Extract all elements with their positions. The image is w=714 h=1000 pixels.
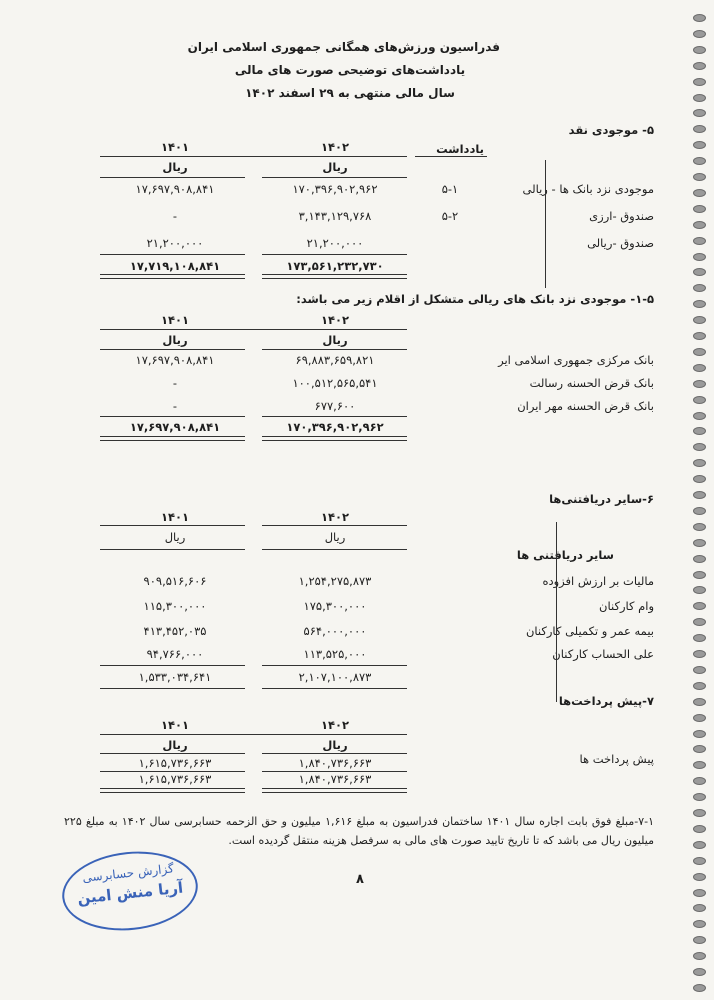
cash-subtotal-rule-prev [100, 254, 245, 255]
binding-ring [693, 189, 706, 197]
binding-ring [693, 300, 706, 308]
binding-ring [693, 745, 706, 753]
cash-row-note: ۵-۱ [441, 182, 459, 196]
prepay-total-double-rule-cur [262, 788, 407, 793]
bank-total-previous: ۱۷,۶۹۷,۹۰۸,۸۴۱ [129, 420, 221, 434]
binding-ring [693, 984, 706, 992]
bank-year-rule [100, 329, 407, 330]
bank-year-current: ۱۴۰۲ [320, 313, 350, 327]
binding-ring [693, 571, 706, 579]
cash-total-previous: ۱۷,۷۱۹,۱۰۸,۸۴۱ [129, 259, 221, 273]
receivables-row-label: علی الحساب کارکنان [552, 647, 654, 661]
binding-ring [693, 920, 706, 928]
binding-ring [693, 141, 706, 149]
receivables-subtotal-rule-cur [262, 665, 407, 666]
cash-year-rule [100, 156, 407, 157]
binding-ring [693, 761, 706, 769]
binding-ring [693, 904, 706, 912]
prepay-total-double-rule-prev [100, 788, 245, 793]
binding-ring [693, 618, 706, 626]
binding-ring [693, 634, 706, 642]
receivables-total-rule-cur [262, 688, 407, 689]
bank-row-label: بانک مرکزی جمهوری اسلامی ایر [498, 353, 654, 367]
binding-ring [693, 889, 706, 897]
note-header-rule [415, 156, 487, 157]
binding-ring [693, 221, 706, 229]
bank-year-previous: ۱۴۰۱ [160, 313, 190, 327]
binding-ring [693, 14, 706, 22]
cash-row-previous: ۱۷,۶۹۷,۹۰۸,۸۴۱ [135, 182, 215, 196]
bank-row-previous: - [172, 376, 178, 390]
cash-row-current: ۱۷۰,۳۹۶,۹۰۲,۹۶۲ [292, 182, 378, 196]
receivables-currency-rule-cur [262, 549, 407, 550]
stamp-line-1: گزارش حسابرسی [81, 861, 175, 885]
binding-ring [693, 253, 706, 261]
bank-subtotal-rule-prev [100, 416, 245, 417]
binding-ring [693, 427, 706, 435]
receivables-year-current: ۱۴۰۲ [320, 510, 350, 524]
cash-row-label: صندوق -ریالی [587, 236, 654, 250]
binding-ring [693, 380, 706, 388]
binding-ring [693, 268, 706, 276]
cash-currency-previous: ریال [162, 160, 188, 174]
prepay-row-previous: ۱,۶۱۵,۷۳۶,۶۶۳ [138, 756, 212, 770]
stamp-line-2: آریا منش امین [76, 878, 184, 908]
scan-vertical-mark [556, 522, 557, 702]
binding-ring [693, 157, 706, 165]
bank-currency-previous: ریال [162, 333, 188, 347]
cash-currency-current: ریال [322, 160, 348, 174]
cash-row-current: ۲۱,۲۰۰,۰۰۰ [306, 236, 364, 250]
binding-ring [693, 459, 706, 467]
binding-ring [693, 173, 706, 181]
binding-ring [693, 809, 706, 817]
prepay-currency-rule-cur [262, 753, 407, 754]
bank-total-double-rule-prev [100, 436, 245, 441]
binding-ring [693, 873, 706, 881]
bank-row-current: ۶۷۷,۶۰۰ [314, 399, 356, 413]
binding-ring [693, 443, 706, 451]
binding-ring [693, 316, 706, 324]
binding-ring [693, 952, 706, 960]
receivables-year-previous: ۱۴۰۱ [160, 510, 190, 524]
prepay-year-previous: ۱۴۰۱ [160, 718, 190, 732]
receivables-total-current: ۲,۱۰۷,۱۰۰,۸۷۳ [298, 670, 372, 684]
report-subtitle: یادداشت‌های توضیحی صورت های مالی [234, 63, 466, 77]
cash-total-current: ۱۷۳,۵۶۱,۲۳۲,۷۳۰ [286, 259, 384, 273]
page-number: ۸ [356, 872, 364, 887]
cash-row-current: ۳,۱۴۳,۱۲۹,۷۶۸ [298, 209, 372, 223]
prepay-total-previous: ۱,۶۱۵,۷۳۶,۶۶۳ [138, 772, 212, 786]
receivables-total-rule-prev [100, 688, 245, 689]
binding-ring [693, 78, 706, 86]
bank-row-label: بانک قرض الحسنه رسالت [529, 376, 654, 390]
binding-ring [693, 555, 706, 563]
note-column-header: یادداشت [436, 142, 484, 156]
org-title: فدراسیون ورزش‌های همگانی جمهوری اسلامی ایران [187, 40, 500, 54]
cash-currency-rule-prev [100, 177, 245, 178]
receivables-currency-current: ریال [324, 530, 346, 544]
receivables-subtotal-rule-prev [100, 665, 245, 666]
prepay-year-current: ۱۴۰۲ [320, 718, 350, 732]
cash-total-double-rule-prev [100, 274, 245, 279]
binding-ring [693, 507, 706, 515]
receivables-currency-previous: ریال [164, 530, 186, 544]
bank-row-current: ۱۰۰,۵۱۲,۵۶۵,۵۴۱ [292, 376, 378, 390]
receivables-row-current: ۱,۲۵۴,۲۷۵,۸۷۳ [298, 574, 372, 588]
binding-ring [693, 284, 706, 292]
receivables-year-rule-cur [262, 525, 407, 526]
footnote-paragraph: ۷-۱-مبلغ فوق بابت اجاره سال ۱۴۰۱ ساختمان فدراسیون به مبلغ ۱,۶۱۶ میلیون و حق الزحمه حسابرسی سال ۱۴۰۲ به مبلغ ۲۲۵ میلیون ریال می باشد که تا تاریخ تایید صورت های مالی به سرفصل هزینه منتقل گردیده است. [64, 815, 654, 847]
receivables-row-previous: ۱۱۵,۳۰۰,۰۰۰ [143, 599, 207, 613]
prepay-currency-previous: ریال [162, 738, 188, 752]
cash-row-previous: - [172, 209, 178, 223]
receivables-row-current: ۱۷۵,۳۰۰,۰۰۰ [303, 599, 367, 613]
cash-row-note: ۵-۲ [441, 209, 459, 223]
binding-ring [693, 491, 706, 499]
bank-row-previous: - [172, 399, 178, 413]
binding-ring [693, 62, 706, 70]
binding-ring [693, 523, 706, 531]
binding-ring [693, 968, 706, 976]
binding-ring [693, 30, 706, 38]
fiscal-year-line: سال مالی منتهی به ۲۹ اسفند ۱۴۰۲ [245, 86, 455, 100]
binding-ring [693, 125, 706, 133]
binding-ring [693, 94, 706, 102]
bank-subtotal-rule-cur [262, 416, 407, 417]
binding-ring [693, 730, 706, 738]
binding-ring [693, 857, 706, 865]
receivables-row-label: وام کارکنان [599, 599, 654, 613]
cash-subtotal-rule-cur [262, 254, 407, 255]
bank-currency-rule-prev [100, 349, 245, 350]
prepay-row-current: ۱,۸۴۰,۷۳۶,۶۶۳ [298, 756, 372, 770]
binding-ring [693, 825, 706, 833]
binding-ring [693, 777, 706, 785]
cash-year-current: ۱۴۰۲ [320, 140, 350, 154]
binding-ring [693, 348, 706, 356]
binding-ring [693, 682, 706, 690]
receivables-row-current: ۵۶۴,۰۰۰,۰۰۰ [303, 624, 367, 638]
bank-total-current: ۱۷۰,۳۹۶,۹۰۲,۹۶۲ [286, 420, 384, 434]
bank-section-title: ۱-۵- موجودی نزد بانک های ریالی متشکل از اقلام زیر می باشد: [296, 292, 654, 306]
cash-year-previous: ۱۴۰۱ [160, 140, 190, 154]
prepay-currency-current: ریال [322, 738, 348, 752]
binding-ring [693, 364, 706, 372]
binding-ring [693, 475, 706, 483]
prepay-total-current: ۱,۸۴۰,۷۳۶,۶۶۳ [298, 772, 372, 786]
prepay-currency-rule-prev [100, 753, 245, 754]
binding-ring [693, 714, 706, 722]
spiral-binding [686, 6, 706, 996]
cash-row-label: موجودی نزد بانک ها - ریالی [522, 182, 654, 196]
binding-ring [693, 666, 706, 674]
receivables-currency-rule-prev [100, 549, 245, 550]
bank-row-current: ۶۹,۸۸۳,۶۵۹,۸۲۱ [295, 353, 375, 367]
binding-ring [693, 539, 706, 547]
binding-ring [693, 205, 706, 213]
bank-currency-current: ریال [322, 333, 348, 347]
binding-ring [693, 650, 706, 658]
cash-row-previous: ۲۱,۲۰۰,۰۰۰ [146, 236, 204, 250]
prepay-row-label: پیش پرداخت ها [579, 752, 654, 766]
receivables-section-title: ۶-سایر دریافتنی‌ها [549, 492, 654, 506]
binding-ring [693, 841, 706, 849]
binding-ring [693, 793, 706, 801]
binding-ring [693, 602, 706, 610]
receivables-year-rule-prev [100, 525, 245, 526]
receivables-row-previous: ۹۴,۷۶۶,۰۰۰ [146, 647, 204, 661]
receivables-row-label: بیمه عمر و تکمیلی کارکنان [525, 624, 654, 638]
bank-total-double-rule-cur [262, 436, 407, 441]
auditor-stamp [58, 845, 201, 937]
bank-row-previous: ۱۷,۶۹۷,۹۰۸,۸۴۱ [135, 353, 215, 367]
bank-row-label: بانک قرض الحسنه مهر ایران [517, 399, 654, 413]
cash-row-label: صندوق -ارزی [589, 209, 654, 223]
prepay-section-title: ۷-پیش پرداخت‌ها [558, 694, 654, 708]
receivables-subtitle: سایر دریافتنی ها [516, 548, 614, 562]
receivables-total-previous: ۱,۵۳۳,۰۳۴,۶۴۱ [138, 670, 212, 684]
cash-total-double-rule-cur [262, 274, 407, 279]
binding-ring [693, 586, 706, 594]
binding-ring [693, 46, 706, 54]
receivables-row-previous: ۴۱۳,۴۵۲,۰۳۵ [143, 624, 207, 638]
receivables-row-current: ۱۱۳,۵۲۵,۰۰۰ [303, 647, 367, 661]
bank-currency-rule-cur [262, 349, 407, 350]
binding-ring [693, 332, 706, 340]
binding-ring [693, 698, 706, 706]
receivables-row-label: مالیات بر ارزش افزوده [542, 574, 654, 588]
receivables-row-previous: ۹۰۹,۵۱۶,۶۰۶ [143, 574, 207, 588]
binding-ring [693, 412, 706, 420]
binding-ring [693, 936, 706, 944]
binding-ring [693, 237, 706, 245]
cash-currency-rule-cur [262, 177, 407, 178]
cash-section-title: ۵- موجودی نقد [568, 123, 654, 137]
prepay-year-rule [100, 734, 407, 735]
binding-ring [693, 396, 706, 404]
scan-vertical-mark [545, 160, 546, 288]
binding-ring [693, 109, 706, 117]
